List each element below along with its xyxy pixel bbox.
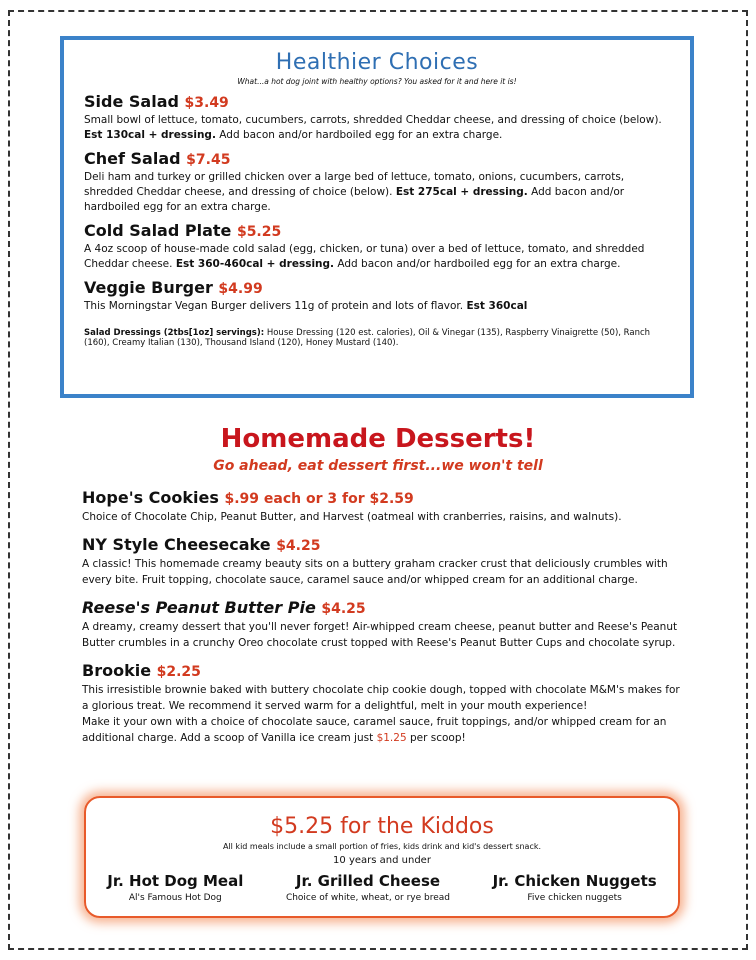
kid-item-desc: Al's Famous Hot Dog <box>128 893 222 903</box>
dessert-desc: Choice of Chocolate Chip, Peanut Butter, and Harvest (oatmeal with cranberries, raisins, and walnuts). <box>82 511 622 523</box>
item-calories: Est 130cal + dressing. <box>84 129 216 141</box>
item-price: $4.99 <box>218 281 263 297</box>
dessert-desc: This irresistible brownie baked with buttery chocolate chip cookie dough, topped with chocolate M&M's makes for a glorious treat. We recommend it served warm for a delightful, melt in your mouth experience! <box>82 684 680 712</box>
dressings-text: House Dressing (120 est. calories), Oil & Vinegar (135), Raspberry Vinaigrette (50), Ranch (160), Creamy Italian (130), Thousand Island (120), Honey Mustard (140). <box>84 328 651 348</box>
item-name: Chef Salad <box>84 149 181 168</box>
kids-title: $5.25 for the Kiddos <box>270 814 494 839</box>
page-border-bottom <box>8 948 748 950</box>
desserts-title: Homemade Desserts! <box>220 424 536 454</box>
desserts-section <box>82 488 682 746</box>
dessert-extra-tail: per scoop! <box>409 732 466 744</box>
healthier-subtitle: What...a hot dog joint with healthy options? You asked for it and here it is! <box>237 77 517 86</box>
item-desc: Deli ham and turkey or grilled chicken over a large bed of lettuce, tomato, onions, cucumbers, carrots, shredded Cheddar cheese, and dressing of choice (below). <box>84 171 625 198</box>
dessert-heading <box>82 598 682 617</box>
kids-items <box>86 872 678 903</box>
item-note: Add bacon and/or hardboiled egg for an extra charge. <box>219 129 503 141</box>
dessert-heading <box>82 661 682 680</box>
healthier-choices-section <box>60 36 694 398</box>
item-name: Side Salad <box>84 92 179 111</box>
icecream-price: $1.25 <box>376 732 407 744</box>
kid-item-name: Jr. Hot Dog Meal <box>107 872 244 890</box>
item-name: Veggie Burger <box>84 278 213 297</box>
item-price: $7.45 <box>186 152 231 168</box>
menu-item <box>84 149 670 215</box>
dessert-name: NY Style Cheesecake <box>82 535 271 554</box>
item-desc: Small bowl of lettuce, tomato, cucumbers, carrots, shredded Cheddar cheese, and dressing of choice (below). <box>84 114 662 126</box>
menu-item <box>84 221 670 272</box>
kids-subtitle: All kid meals include a small portion of fries, kids drink and kid's dessert snack. <box>222 842 542 851</box>
kid-item-desc: Five chicken nuggets <box>527 893 622 903</box>
item-note: Add bacon and/or hardboiled egg for an extra charge. <box>84 186 625 213</box>
kid-item <box>107 872 243 903</box>
kids-menu-section <box>84 796 680 918</box>
item-calories: Est 360-460cal + dressing. <box>175 258 335 270</box>
item-price: $5.25 <box>236 224 282 240</box>
kid-item-desc: Choice of white, wheat, or rye bread <box>285 893 451 903</box>
item-name: Cold Salad Plate <box>84 221 232 240</box>
dessert-name: Reese's Peanut Butter Pie <box>82 598 316 617</box>
item-price: $3.49 <box>184 95 229 111</box>
item-desc: This Morningstar Vegan Burger delivers 11g of protein and lots of flavor. <box>84 300 464 312</box>
item-calories: Est 275cal + dressing. <box>395 186 528 198</box>
item-calories: Est 360cal <box>466 300 528 312</box>
kid-item-name: Jr. Chicken Nuggets <box>492 872 657 890</box>
dressings-label: Salad Dressings (2tbs[1oz] servings): <box>84 328 265 338</box>
dessert-price: $4.25 <box>276 538 321 554</box>
kid-item <box>286 872 450 903</box>
item-desc: A 4oz scoop of house-made cold salad (egg, chicken, or tuna) over a bed of lettuce, tomato, and shredded Cheddar cheese. <box>84 243 645 270</box>
page-border-left <box>8 10 10 950</box>
kids-age: 10 years and under <box>333 855 431 866</box>
page-border-right <box>746 10 748 950</box>
dessert-heading <box>82 535 682 554</box>
salad-dressings <box>84 328 670 348</box>
page-border-top <box>8 10 748 12</box>
item-note: Add bacon and/or hardboiled egg for an extra charge. <box>337 258 621 270</box>
dessert-desc-extra <box>82 714 682 746</box>
desserts-subtitle: Go ahead, eat dessert first...we won't tell <box>213 458 543 474</box>
dessert-desc: A dreamy, creamy dessert that you'll never forget! Air-whipped cream cheese, peanut butter and Reese's Peanut Butter crumbles in a crunchy Oreo chocolate crust topped with Reese's Peanut Butter Cups and chocolate syrup. <box>82 621 678 649</box>
dessert-price: $.99 each or 3 for $2.59 <box>224 491 414 507</box>
kid-item-name: Jr. Grilled Cheese <box>295 872 441 890</box>
dessert-extra-text: Make it your own with a choice of chocolate sauce, caramel sauce, fruit toppings, and/or whipped cream for an additional charge. Add a scoop of Vanilla ice cream just <box>82 716 667 744</box>
dessert-desc: A classic! This homemade creamy beauty sits on a buttery graham cracker crust that deliciously crumbles with every bite. Fruit topping, chocolate sauce, caramel sauce and/or whipped cream for an additional charge. <box>82 558 668 586</box>
menu-item <box>84 92 670 143</box>
healthier-title: Healthier Choices <box>275 50 479 75</box>
dessert-name: Brookie <box>82 661 152 680</box>
menu-item <box>84 278 670 314</box>
dessert-name: Hope's Cookies <box>82 488 219 507</box>
dessert-heading <box>82 488 682 507</box>
dessert-price: $2.25 <box>156 664 201 680</box>
dessert-price: $4.25 <box>321 601 366 617</box>
kid-item <box>493 872 657 903</box>
